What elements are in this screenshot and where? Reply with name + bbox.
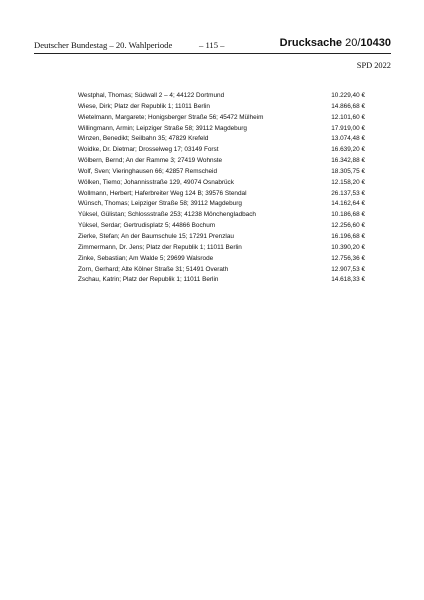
donation-row [78, 189, 365, 200]
donation-row [78, 210, 365, 221]
donation-row [78, 102, 365, 113]
donation-amount: 14.866,68 € [331, 102, 365, 110]
donation-list [78, 91, 365, 286]
document-number [280, 37, 391, 49]
donor-details: Zinke, Sebastian; Am Walde 5; 29699 Walsrode [78, 254, 214, 262]
donor-details: Wollmann, Herbert; Haferbreiter Weg 124 B; 39576 Stendal [78, 189, 247, 197]
donation-row [78, 113, 365, 124]
donor-details: Westphal, Thomas; Südwall 2 – 4; 44122 Dortmund [78, 92, 225, 99]
donation-row [78, 134, 365, 145]
donation-row [78, 221, 365, 232]
donation-amount: 13.074,48 € [331, 135, 365, 143]
doc-label: Drucksache [279, 37, 343, 49]
donation-amount: 14.162,64 € [331, 200, 365, 208]
donation-amount: 12.256,60 € [331, 222, 365, 230]
donation-amount: 18.305,75 € [331, 167, 365, 175]
donor-details: Winzen, Benedikt; Seilbahn 35; 47829 Krefeld [78, 135, 209, 143]
donation-row [78, 254, 365, 265]
donor-details: Yüksel, Gülistan; Schlossstraße 253; 41238 Mönchengladbach [78, 211, 256, 219]
doc-number-prefix: 20/ [345, 37, 361, 49]
donation-row [78, 91, 365, 102]
donation-row [78, 145, 365, 156]
donation-amount: 16.196,68 € [331, 232, 365, 240]
donation-amount: 26.137,53 € [331, 189, 365, 197]
donor-details: Zschau, Katrin; Platz der Republik 1; 11011 Berlin [78, 276, 219, 284]
donation-row [78, 167, 365, 178]
donation-amount: 14.618,33 € [331, 276, 365, 284]
donation-amount: 10.229,40 € [331, 92, 365, 99]
donation-amount: 10.390,20 € [331, 243, 365, 251]
donor-details: Wiese, Dirk; Platz der Republik 1; 11011 Berlin [78, 102, 210, 110]
donation-amount: 12.756,36 € [331, 254, 365, 262]
donor-details: Wölken, Tiemo; Johannisstraße 129, 49074 Osnabrück [78, 178, 234, 186]
donation-amount: 12.101,60 € [331, 113, 365, 121]
donation-amount: 10.186,68 € [331, 211, 365, 219]
donor-details: Zorn, Gerhard; Alte Kölner Straße 31; 51491 Overath [78, 265, 229, 273]
donation-row [78, 124, 365, 135]
donor-details: Wietelmann, Margarete; Honigsberger Straße 56; 45472 Mülheim [78, 113, 264, 121]
donation-amount: 12.907,53 € [331, 265, 365, 273]
party-year-label: SPD 2022 [356, 61, 391, 70]
donor-details: Willingmann, Armin; Leipziger Straße 58; 39112 Magdeburg [78, 124, 247, 132]
doc-number-main: 10430 [360, 37, 391, 49]
donation-row [78, 178, 365, 189]
donor-details: Zierke, Stefan; An der Baumschule 15; 17291 Prenzlau [78, 232, 234, 240]
donation-amount: 12.158,20 € [331, 178, 365, 186]
parliament-period-label: Deutscher Bundestag – 20. Wahlperiode [34, 40, 173, 50]
donation-amount: 17.919,00 € [331, 124, 365, 132]
page-header [34, 37, 391, 54]
donation-row [78, 243, 365, 254]
donation-amount: 16.639,20 € [331, 146, 365, 154]
donor-details: Woidke, Dr. Dietmar; Drosselweg 17; 03149 Forst [78, 146, 219, 154]
donor-details: Wünsch, Thomas; Leipziger Straße 58; 39112 Magdeburg [78, 200, 242, 208]
donor-details: Wölbern, Bernd; An der Ramme 3; 27419 Wohnste [78, 157, 223, 165]
donor-details: Wolf, Sven; Vieringhausen 66; 42857 Remscheid [78, 167, 218, 175]
donation-row [78, 265, 365, 276]
donor-details: Yüksel, Serdar; Gertrudisplatz 5; 44866 Bochum [78, 222, 216, 230]
donor-details: Zimmermann, Dr. Jens; Platz der Republik 1; 11011 Berlin [78, 243, 242, 251]
page-number: – 115 – [199, 40, 225, 50]
donation-row [78, 275, 365, 286]
donation-amount: 16.342,88 € [331, 157, 365, 165]
donation-row [78, 199, 365, 210]
donation-row [78, 156, 365, 167]
donation-row [78, 232, 365, 243]
